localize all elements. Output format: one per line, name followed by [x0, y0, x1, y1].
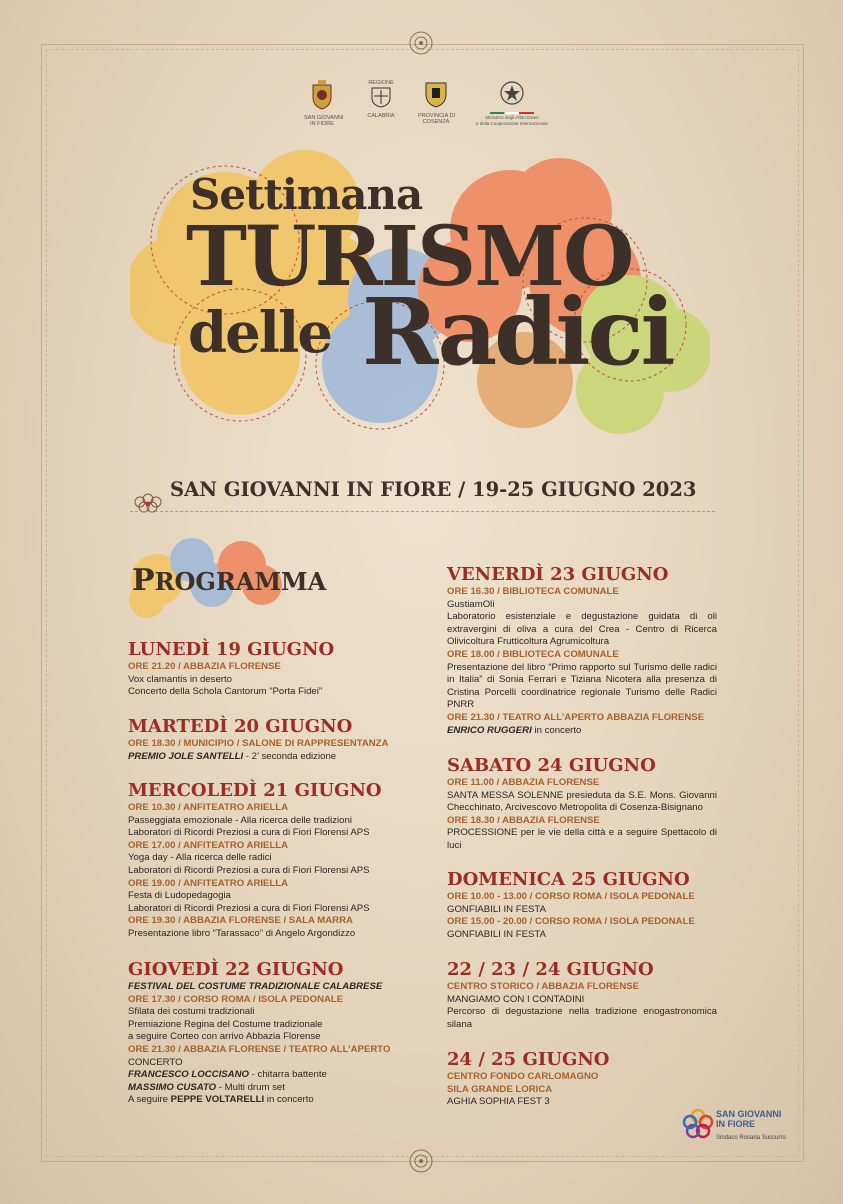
- event-line: AGHIA SOPHIA FEST 3: [447, 1096, 550, 1108]
- event-time: ORE 17.30 / CORSO ROMA / ISOLA PEDONALE: [128, 993, 344, 1005]
- sponsor-logos: [300, 80, 560, 140]
- day-sunday: [447, 869, 717, 941]
- event-line: [128, 1094, 428, 1107]
- day-wednesday: [128, 780, 428, 941]
- subtitle-divider: [130, 511, 715, 513]
- days-22-24: [447, 959, 717, 1031]
- provincia-shield-icon: [423, 80, 449, 108]
- day-heading: 22 / 23 / 24 GIUGNO: [447, 959, 654, 980]
- event-line: GONFIABILI IN FESTA: [447, 903, 546, 915]
- event-time: ORE 18.00 / BIBLIOTECA COMUNALE: [447, 648, 619, 660]
- day-heading: LUNEDÌ 19 GIUGNO: [128, 639, 335, 660]
- event-line: Laboratori di Ricordi Preziosi a cura di Fiori Florensi APS: [128, 864, 370, 876]
- event-time: ORE 21.30 / ABBAZIA FLORENSE / TEATRO ALL’APERTO: [128, 1043, 391, 1055]
- title-settimana: Settimana: [190, 170, 423, 219]
- day-heading: VENERDÌ 23 GIUGNO: [447, 564, 669, 585]
- logo-caption: SAN GIOVANNI IN FIORE: [304, 115, 344, 127]
- event-detail: in concerto: [531, 724, 582, 736]
- event-line: Premiazione Regina del Costume tradizionale: [128, 1018, 323, 1030]
- event-description: Laboratorio esistenziale e degustazione guidata di oli extravergini di oliva a cura del Crea - Centro di Ricerca Olivicoltura Frutticoltura Agrumicoltura: [447, 611, 717, 648]
- crest-icon: [311, 80, 333, 110]
- day-monday: [128, 639, 428, 699]
- event-line: MANGIAMO CON I CONTADINI: [447, 993, 585, 1005]
- programma-initial: P: [132, 563, 155, 598]
- performer-name: FRANCESCO LOCCISANO: [128, 1069, 249, 1081]
- event-description: Percorso di degustazione nella tradizione enogastronomica silana: [447, 1006, 717, 1030]
- event-time: CENTRO STORICO / ABBAZIA FLORENSE: [447, 981, 640, 992]
- subtitle-location-dates: SAN GIOVANNI IN FIORE / 19-25 GIUGNO 2023: [170, 478, 697, 501]
- top-ornament-icon: [408, 30, 434, 56]
- day-saturday: [447, 755, 717, 853]
- event-line: GONFIABILI IN FESTA: [447, 928, 546, 940]
- event-time: ORE 18.30 / ABBAZIA FLORENSE: [447, 814, 600, 826]
- performer-role: - chitarra battente: [249, 1069, 327, 1081]
- performer-name: ENRICO RUGGERI: [447, 724, 532, 736]
- flower-logo-icon: [682, 1108, 714, 1140]
- event-time: ORE 19.00 / ANFITEATRO ARIELLA: [128, 877, 289, 889]
- ministero-logo: [472, 80, 552, 127]
- event-line: [128, 1069, 428, 1082]
- event-line: [447, 725, 717, 738]
- event-line: Concerto della Schola Cantorum “Porta Fidei”: [128, 686, 323, 698]
- logo-caption: PROVINCIA DI COSENZA: [418, 113, 455, 125]
- day-heading: 24 / 25 GIUGNO: [447, 1049, 610, 1070]
- event-line: [128, 751, 428, 764]
- event-time: ORE 10.30 / ANFITEATRO ARIELLA: [128, 802, 289, 813]
- event-time: ORE 21.20 / ABBAZIA FLORENSE: [128, 661, 281, 672]
- day-friday: [447, 564, 717, 737]
- italian-republic-emblem-icon: [498, 80, 526, 106]
- day-thursday: [128, 959, 428, 1107]
- event-line: Festa di Ludopedagogia: [128, 890, 231, 902]
- event-line: Laboratori di Ricordi Preziosi a cura di Fiori Florensi APS: [128, 902, 370, 914]
- title-turismo: TURISMO: [186, 209, 633, 305]
- regione-calabria-logo: [364, 80, 398, 119]
- event-location: CENTRO FONDO CARLOMAGNO: [447, 1071, 599, 1082]
- day-heading: MERCOLEDÌ 21 GIUGNO: [128, 780, 382, 801]
- bottom-ornament-icon: [408, 1148, 434, 1174]
- days-24-25: [447, 1049, 717, 1109]
- event-highlight: PREMIO JOLE SANTELLI: [128, 750, 244, 762]
- performer-name: PEPPE VOLTARELLI: [170, 1094, 265, 1106]
- day-heading: GIOVEDÌ 22 GIUGNO: [128, 959, 344, 980]
- event-location: SILA GRANDE LORICA: [447, 1083, 553, 1095]
- day-heading: DOMENICA 25 GIUGNO: [447, 869, 690, 890]
- event-detail: - 2’ seconda edizione: [243, 750, 337, 762]
- title-block: [130, 140, 710, 450]
- event-time: ORE 19.30 / ABBAZIA FLORENSE / SALA MARRA: [128, 915, 353, 927]
- title-delle: delle: [188, 300, 331, 366]
- title-radici: Radici: [362, 278, 673, 386]
- logo-caption: CALABRIA: [367, 113, 395, 119]
- day-heading: MARTEDÌ 20 GIUGNO: [128, 716, 353, 737]
- event-line: Sfilata dei costumi tradizionali: [128, 1006, 255, 1018]
- programma-heading: [132, 563, 326, 598]
- event-line: GustiamOli: [447, 598, 495, 610]
- event-description: PROCESSIONE per le vie della città e a seguire Spettacolo di luci: [447, 827, 717, 851]
- event-time: ORE 21.30 / TEATRO ALL’APERTO ABBAZIA FLORENSE: [447, 711, 705, 723]
- performer-role: - Multi drum set: [216, 1081, 285, 1093]
- event-time: ORE 15.00 - 20.00 / CORSO ROMA / ISOLA PEDONALE: [447, 916, 695, 928]
- event-line: Yoga day - Alla ricerca delle radici: [128, 852, 272, 864]
- event-line: Presentazione libro “Tarassaco” di Angelo Argondizzo: [128, 927, 356, 939]
- brand-mayor: Sindaco Rosaria Succurro: [716, 1135, 786, 1141]
- performer-name: MASSIMO CUSATO: [128, 1081, 217, 1093]
- municipality-brand: [682, 1106, 792, 1146]
- event-detail: in concerto: [264, 1094, 314, 1106]
- event-title: FESTIVAL DEL COSTUME TRADIZIONALE CALABRESE: [128, 981, 383, 992]
- event-time: ORE 16.30 / BIBLIOTECA COMUNALE: [447, 586, 619, 597]
- provincia-cosenza-logo: [418, 80, 454, 125]
- event-time: ORE 17.00 / ANFITEATRO ARIELLA: [128, 839, 289, 851]
- day-heading: SABATO 24 GIUGNO: [447, 755, 656, 776]
- san-giovanni-crest-logo: [304, 80, 344, 127]
- logo-caption-top: REGIONE: [368, 80, 394, 86]
- brand-name: SAN GIOVANNI IN FIORE: [716, 1109, 782, 1129]
- event-time: ORE 18.30 / MUNICIPIO / SALONE DI RAPPRESENTANZA: [128, 738, 389, 749]
- day-tuesday: [128, 716, 428, 763]
- event-line: Laboratori di Ricordi Preziosi a cura di Fiori Florensi APS: [128, 827, 370, 839]
- programma-rest: ROGRAMMA: [154, 567, 327, 596]
- event-line: Vox clamantis in deserto: [128, 673, 232, 685]
- event-line: a seguire Corteo con arrivo Abbazia Florense: [128, 1031, 321, 1043]
- event-line: CONCERTO: [128, 1056, 183, 1068]
- regione-shield-icon: [370, 86, 392, 108]
- logo-caption: Ministero degli Affari Esteri e della Cooperazione Internazionale: [475, 115, 549, 126]
- event-line: [128, 1082, 428, 1095]
- event-time: ORE 10.00 - 13.00 / CORSO ROMA / ISOLA PEDONALE: [447, 891, 695, 902]
- event-prefix: A seguire: [128, 1094, 171, 1106]
- event-description: SANTA MESSA SOLENNE presieduta da S.E. Mons. Giovanni Checchinato, Arcivescovo Metropolita di Cosenza-Bisignano: [447, 789, 717, 814]
- event-line: Passeggiata emozionale - Alla ricerca delle tradizioni: [128, 814, 352, 826]
- event-description: Presentazione del libro “Primo rapporto sul Turismo delle radici in Italia” di Sonia Ferrari e Tiziana Nicotera alla presenza di Cristina Porcelli coordinatrice regionale Turismo delle Radici PNRR: [447, 661, 717, 711]
- event-time: ORE 11.00 / ABBAZIA FLORENSE: [447, 777, 600, 788]
